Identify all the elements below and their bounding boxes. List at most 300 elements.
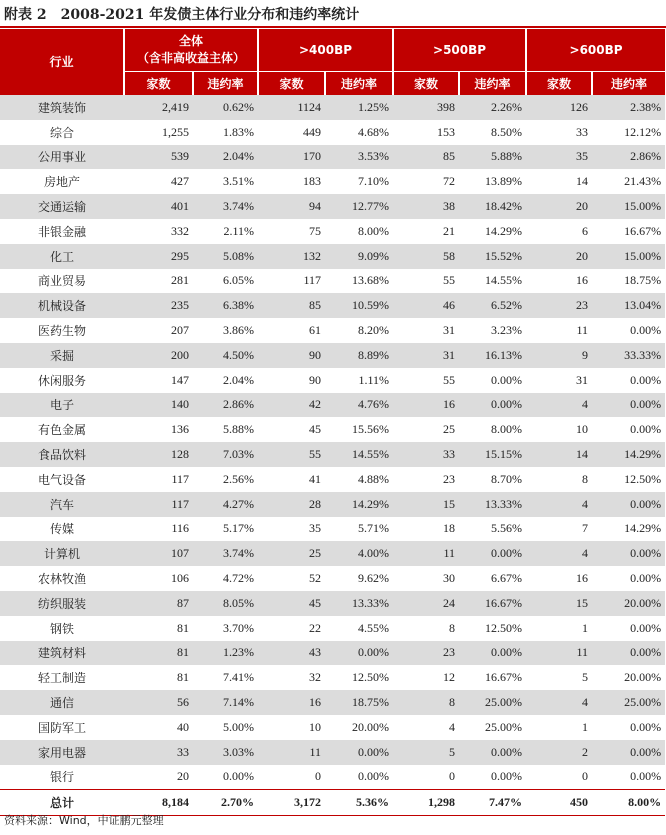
rate-cell: 3.74% [193, 194, 258, 219]
count-cell: 117 [124, 467, 193, 492]
rate-cell: 5.17% [193, 517, 258, 542]
rate-cell: 14.29% [592, 517, 665, 542]
industry-cell: 采掘 [0, 343, 124, 368]
count-cell: 16 [258, 690, 325, 715]
count-cell: 16 [526, 269, 592, 294]
rate-cell: 3.74% [193, 541, 258, 566]
industry-cell: 有色金属 [0, 417, 124, 442]
rate-cell: 13.33% [325, 591, 393, 616]
rate-cell: 9.09% [325, 244, 393, 269]
industry-cell: 总计 [0, 790, 124, 816]
rate-cell: 8.00% [592, 790, 665, 816]
count-cell: 107 [124, 541, 193, 566]
count-cell: 35 [258, 517, 325, 542]
count-cell: 11 [526, 641, 592, 666]
rate-cell: 8.00% [459, 417, 526, 442]
count-cell: 128 [124, 442, 193, 467]
caption-label: 附表 2 [4, 7, 47, 23]
rate-cell: 14.55% [459, 269, 526, 294]
count-cell: 147 [124, 368, 193, 393]
count-cell: 52 [258, 566, 325, 591]
rate-cell: 16.13% [459, 343, 526, 368]
count-cell: 31 [393, 343, 459, 368]
rate-cell: 3.23% [459, 318, 526, 343]
rate-cell: 9.62% [325, 566, 393, 591]
table-row [0, 194, 665, 219]
count-cell: 28 [258, 492, 325, 517]
table-row [0, 566, 665, 591]
rate-cell: 0.00% [592, 492, 665, 517]
header-count: 家数 [124, 72, 193, 96]
industry-cell: 医药生物 [0, 318, 124, 343]
table-caption [4, 4, 373, 26]
rate-cell: 4.88% [325, 467, 393, 492]
rate-cell: 6.38% [193, 293, 258, 318]
table-row [0, 169, 665, 194]
count-cell: 2 [526, 740, 592, 765]
table-row [0, 492, 665, 517]
rate-cell: 12.50% [459, 616, 526, 641]
rate-cell: 6.05% [193, 269, 258, 294]
rate-cell: 2.11% [193, 219, 258, 244]
rate-cell: 5.88% [459, 145, 526, 170]
rate-cell: 5.56% [459, 517, 526, 542]
count-cell: 200 [124, 343, 193, 368]
count-cell: 1124 [258, 95, 325, 120]
count-cell: 20 [124, 765, 193, 790]
rate-cell: 0.00% [592, 541, 665, 566]
caption-title: 2008-2021 年发债主体行业分布和违约率统计 [60, 7, 360, 23]
count-cell: 183 [258, 169, 325, 194]
count-cell: 0 [526, 765, 592, 790]
industry-cell: 交通运输 [0, 194, 124, 219]
count-cell: 81 [124, 641, 193, 666]
rate-cell: 3.86% [193, 318, 258, 343]
rate-cell: 25.00% [459, 690, 526, 715]
count-cell: 72 [393, 169, 459, 194]
header-group-400bp: >400BP [258, 29, 393, 72]
count-cell: 75 [258, 219, 325, 244]
header-rate: 违约率 [325, 72, 393, 96]
count-cell: 20 [526, 194, 592, 219]
count-cell: 401 [124, 194, 193, 219]
table-row [0, 641, 665, 666]
rate-cell: 20.00% [592, 591, 665, 616]
rate-cell: 1.23% [193, 641, 258, 666]
industry-cell: 房地产 [0, 169, 124, 194]
count-cell: 90 [258, 343, 325, 368]
table-row [0, 616, 665, 641]
header-group-all [124, 29, 258, 72]
rate-cell: 0.62% [193, 95, 258, 120]
count-cell: 94 [258, 194, 325, 219]
count-cell: 4 [526, 492, 592, 517]
count-cell: 14 [526, 442, 592, 467]
industry-cell: 电气设备 [0, 467, 124, 492]
industry-cell: 综合 [0, 120, 124, 145]
count-cell: 11 [393, 541, 459, 566]
count-cell: 116 [124, 517, 193, 542]
table-row [0, 591, 665, 616]
rate-cell: 2.04% [193, 368, 258, 393]
count-cell: 10 [526, 417, 592, 442]
count-cell: 23 [526, 293, 592, 318]
count-cell: 40 [124, 715, 193, 740]
rate-cell: 8.05% [193, 591, 258, 616]
count-cell: 11 [526, 318, 592, 343]
rate-cell: 0.00% [592, 616, 665, 641]
industry-cell: 建筑材料 [0, 641, 124, 666]
count-cell: 8 [393, 690, 459, 715]
header-rate: 违约率 [459, 72, 526, 96]
count-cell: 2,419 [124, 95, 193, 120]
rate-cell: 0.00% [325, 740, 393, 765]
rate-cell: 1.25% [325, 95, 393, 120]
table-row [0, 467, 665, 492]
rate-cell: 13.89% [459, 169, 526, 194]
rate-cell: 12.50% [592, 467, 665, 492]
rate-cell: 0.00% [459, 641, 526, 666]
table-row [0, 318, 665, 343]
rate-cell: 5.71% [325, 517, 393, 542]
rate-cell: 7.47% [459, 790, 526, 816]
rate-cell: 0.00% [325, 641, 393, 666]
table-row [0, 765, 665, 790]
industry-cell: 休闲服务 [0, 368, 124, 393]
table-row [0, 219, 665, 244]
rate-cell: 5.36% [325, 790, 393, 816]
rate-cell: 2.38% [592, 95, 665, 120]
count-cell: 170 [258, 145, 325, 170]
rate-cell: 4.76% [325, 393, 393, 418]
table-row [0, 690, 665, 715]
industry-cell: 化工 [0, 244, 124, 269]
rate-cell: 7.41% [193, 665, 258, 690]
count-cell: 33 [393, 442, 459, 467]
count-cell: 5 [393, 740, 459, 765]
count-cell: 3,172 [258, 790, 325, 816]
count-cell: 9 [526, 343, 592, 368]
rate-cell: 1.83% [193, 120, 258, 145]
count-cell: 153 [393, 120, 459, 145]
rate-cell: 2.86% [592, 145, 665, 170]
rate-cell: 12.77% [325, 194, 393, 219]
count-cell: 15 [526, 591, 592, 616]
industry-cell: 食品饮料 [0, 442, 124, 467]
rate-cell: 1.11% [325, 368, 393, 393]
rate-cell: 2.56% [193, 467, 258, 492]
header-group-all-line1: 全体 [179, 34, 204, 48]
rate-cell: 2.26% [459, 95, 526, 120]
industry-default-table [0, 29, 665, 816]
table-row [0, 368, 665, 393]
table-row [0, 95, 665, 120]
count-cell: 42 [258, 393, 325, 418]
rate-cell: 2.04% [193, 145, 258, 170]
count-cell: 0 [393, 765, 459, 790]
count-cell: 45 [258, 591, 325, 616]
count-cell: 81 [124, 665, 193, 690]
count-cell: 5 [526, 665, 592, 690]
header-industry: 行业 [0, 29, 124, 95]
count-cell: 23 [393, 641, 459, 666]
rate-cell: 13.04% [592, 293, 665, 318]
rate-cell: 3.53% [325, 145, 393, 170]
rate-cell: 0.00% [592, 368, 665, 393]
industry-cell: 机械设备 [0, 293, 124, 318]
table-row [0, 740, 665, 765]
count-cell: 1 [526, 616, 592, 641]
header-count: 家数 [258, 72, 325, 96]
header-rate: 违约率 [193, 72, 258, 96]
rate-cell: 16.67% [459, 591, 526, 616]
rate-cell: 25.00% [459, 715, 526, 740]
rate-cell: 7.10% [325, 169, 393, 194]
table-row [0, 145, 665, 170]
count-cell: 43 [258, 641, 325, 666]
rate-cell: 12.50% [325, 665, 393, 690]
count-cell: 25 [258, 541, 325, 566]
rate-cell: 0.00% [592, 641, 665, 666]
count-cell: 4 [526, 690, 592, 715]
rate-cell: 0.00% [592, 740, 665, 765]
count-cell: 81 [124, 616, 193, 641]
rate-cell: 0.00% [592, 765, 665, 790]
rate-cell: 2.70% [193, 790, 258, 816]
rate-cell: 0.00% [459, 765, 526, 790]
rate-cell: 0.00% [592, 715, 665, 740]
rate-cell: 33.33% [592, 343, 665, 368]
rate-cell: 18.75% [325, 690, 393, 715]
industry-cell: 钢铁 [0, 616, 124, 641]
rate-cell: 0.00% [592, 417, 665, 442]
count-cell: 33 [124, 740, 193, 765]
count-cell: 126 [526, 95, 592, 120]
count-cell: 55 [258, 442, 325, 467]
rate-cell: 16.67% [592, 219, 665, 244]
count-cell: 6 [526, 219, 592, 244]
count-cell: 1 [526, 715, 592, 740]
rate-cell: 0.00% [592, 318, 665, 343]
rate-cell: 20.00% [592, 665, 665, 690]
industry-cell: 计算机 [0, 541, 124, 566]
rate-cell: 14.29% [592, 442, 665, 467]
rate-cell: 0.00% [193, 765, 258, 790]
count-cell: 539 [124, 145, 193, 170]
count-cell: 20 [526, 244, 592, 269]
rate-cell: 10.59% [325, 293, 393, 318]
count-cell: 31 [526, 368, 592, 393]
count-cell: 18 [393, 517, 459, 542]
rate-cell: 15.00% [592, 194, 665, 219]
table-row [0, 269, 665, 294]
count-cell: 23 [393, 467, 459, 492]
count-cell: 38 [393, 194, 459, 219]
table-row [0, 665, 665, 690]
rate-cell: 3.03% [193, 740, 258, 765]
count-cell: 22 [258, 616, 325, 641]
industry-cell: 银行 [0, 765, 124, 790]
rate-cell: 15.52% [459, 244, 526, 269]
rate-cell: 12.12% [592, 120, 665, 145]
count-cell: 32 [258, 665, 325, 690]
count-cell: 117 [124, 492, 193, 517]
count-cell: 8 [393, 616, 459, 641]
count-cell: 1,255 [124, 120, 193, 145]
rate-cell: 8.00% [325, 219, 393, 244]
count-cell: 7 [526, 517, 592, 542]
table-row [0, 293, 665, 318]
rate-cell: 5.00% [193, 715, 258, 740]
count-cell: 58 [393, 244, 459, 269]
rate-cell: 15.00% [592, 244, 665, 269]
count-cell: 14 [526, 169, 592, 194]
rate-cell: 14.29% [459, 219, 526, 244]
count-cell: 35 [526, 145, 592, 170]
table-row [0, 393, 665, 418]
rate-cell: 14.29% [325, 492, 393, 517]
count-cell: 4 [526, 541, 592, 566]
count-cell: 450 [526, 790, 592, 816]
header-group-all-line2: （含非高收益主体） [137, 51, 246, 65]
rate-cell: 18.42% [459, 194, 526, 219]
count-cell: 45 [258, 417, 325, 442]
count-cell: 15 [393, 492, 459, 517]
rate-cell: 5.88% [193, 417, 258, 442]
table-row [0, 343, 665, 368]
rate-cell: 8.20% [325, 318, 393, 343]
rate-cell: 4.72% [193, 566, 258, 591]
count-cell: 332 [124, 219, 193, 244]
rate-cell: 25.00% [592, 690, 665, 715]
industry-cell: 纺织服装 [0, 591, 124, 616]
table-row [0, 244, 665, 269]
rate-cell: 7.03% [193, 442, 258, 467]
count-cell: 4 [526, 393, 592, 418]
count-cell: 295 [124, 244, 193, 269]
count-cell: 31 [393, 318, 459, 343]
rate-cell: 18.75% [592, 269, 665, 294]
count-cell: 1,298 [393, 790, 459, 816]
count-cell: 61 [258, 318, 325, 343]
rate-cell: 15.15% [459, 442, 526, 467]
rate-cell: 8.50% [459, 120, 526, 145]
table-row [0, 442, 665, 467]
source-note: 资料来源：Wind，中证鹏元整理 [4, 814, 164, 827]
count-cell: 12 [393, 665, 459, 690]
header-count: 家数 [526, 72, 592, 96]
count-cell: 30 [393, 566, 459, 591]
rate-cell: 13.68% [325, 269, 393, 294]
table-row [0, 541, 665, 566]
count-cell: 132 [258, 244, 325, 269]
count-cell: 46 [393, 293, 459, 318]
rate-cell: 16.67% [459, 665, 526, 690]
industry-cell: 家用电器 [0, 740, 124, 765]
count-cell: 106 [124, 566, 193, 591]
rate-cell: 0.00% [459, 541, 526, 566]
count-cell: 55 [393, 269, 459, 294]
count-cell: 449 [258, 120, 325, 145]
caption-rule [0, 26, 666, 28]
industry-cell: 农林牧渔 [0, 566, 124, 591]
industry-cell: 传媒 [0, 517, 124, 542]
rate-cell: 4.55% [325, 616, 393, 641]
count-cell: 25 [393, 417, 459, 442]
table-row [0, 715, 665, 740]
header-count: 家数 [393, 72, 459, 96]
industry-cell: 电子 [0, 393, 124, 418]
rate-cell: 3.70% [193, 616, 258, 641]
industry-cell: 汽车 [0, 492, 124, 517]
count-cell: 140 [124, 393, 193, 418]
rate-cell: 0.00% [459, 740, 526, 765]
rate-cell: 21.43% [592, 169, 665, 194]
industry-cell: 通信 [0, 690, 124, 715]
industry-cell: 公用事业 [0, 145, 124, 170]
count-cell: 85 [393, 145, 459, 170]
rate-cell: 8.70% [459, 467, 526, 492]
count-cell: 398 [393, 95, 459, 120]
count-cell: 0 [258, 765, 325, 790]
rate-cell: 0.00% [592, 566, 665, 591]
count-cell: 56 [124, 690, 193, 715]
count-cell: 87 [124, 591, 193, 616]
rate-cell: 15.56% [325, 417, 393, 442]
rate-cell: 0.00% [592, 393, 665, 418]
rate-cell: 4.68% [325, 120, 393, 145]
count-cell: 207 [124, 318, 193, 343]
rate-cell: 5.08% [193, 244, 258, 269]
count-cell: 16 [393, 393, 459, 418]
rate-cell: 4.50% [193, 343, 258, 368]
count-cell: 427 [124, 169, 193, 194]
industry-cell: 轻工制造 [0, 665, 124, 690]
rate-cell: 7.14% [193, 690, 258, 715]
rate-cell: 14.55% [325, 442, 393, 467]
count-cell: 85 [258, 293, 325, 318]
rate-cell: 2.86% [193, 393, 258, 418]
rate-cell: 13.33% [459, 492, 526, 517]
count-cell: 90 [258, 368, 325, 393]
industry-cell: 建筑装饰 [0, 95, 124, 120]
count-cell: 10 [258, 715, 325, 740]
rate-cell: 4.27% [193, 492, 258, 517]
rate-cell: 4.00% [325, 541, 393, 566]
count-cell: 281 [124, 269, 193, 294]
rate-cell: 6.52% [459, 293, 526, 318]
count-cell: 41 [258, 467, 325, 492]
table-row [0, 417, 665, 442]
rate-cell: 0.00% [459, 368, 526, 393]
header-group-500bp: >500BP [393, 29, 526, 72]
count-cell: 21 [393, 219, 459, 244]
table-row [0, 120, 665, 145]
rate-cell: 0.00% [459, 393, 526, 418]
count-cell: 8,184 [124, 790, 193, 816]
count-cell: 11 [258, 740, 325, 765]
industry-cell: 非银金融 [0, 219, 124, 244]
count-cell: 136 [124, 417, 193, 442]
table-body [0, 95, 665, 816]
count-cell: 117 [258, 269, 325, 294]
header-rate: 违约率 [592, 72, 665, 96]
count-cell: 55 [393, 368, 459, 393]
count-cell: 24 [393, 591, 459, 616]
count-cell: 4 [393, 715, 459, 740]
rate-cell: 3.51% [193, 169, 258, 194]
rate-cell: 20.00% [325, 715, 393, 740]
